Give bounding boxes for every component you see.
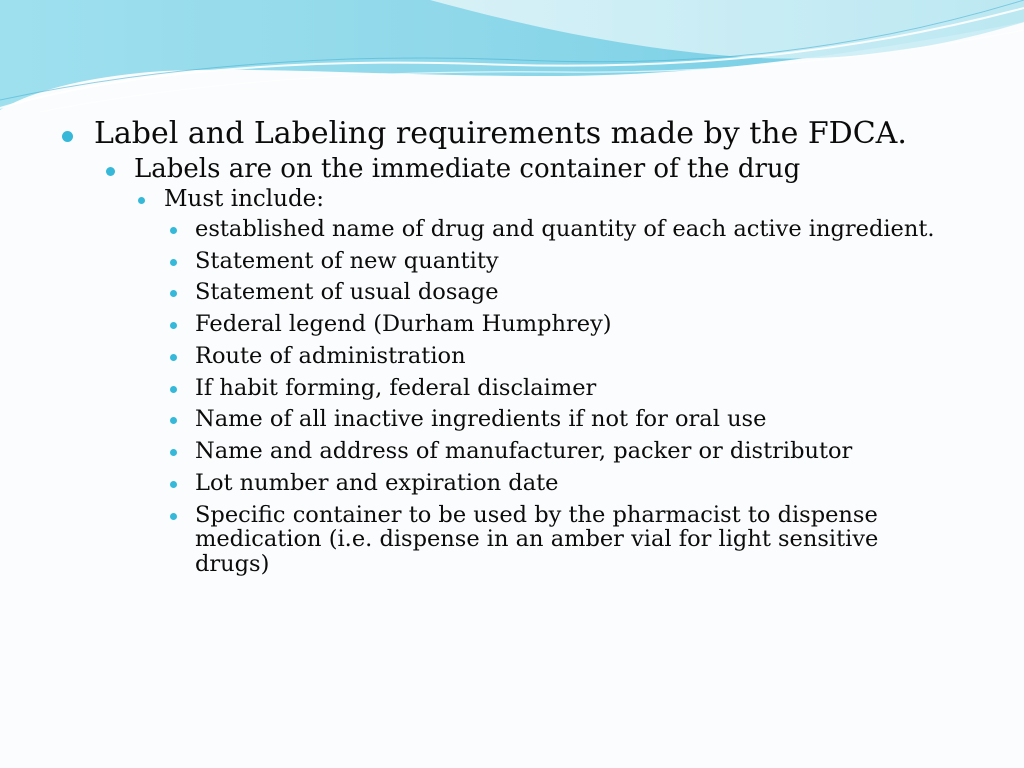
bullet-text: Specific container to be used by the pharmacist to dispense medication (i.e. dispense in an amber vial for light sensitive drugs): [195, 501, 879, 578]
bullet-level4: [170, 376, 982, 401]
bullet-dot-icon: [138, 197, 145, 204]
bullet-dot-icon: [106, 167, 115, 176]
bullet-dot-icon: [62, 131, 73, 142]
header-wave-decoration: [0, 0, 1024, 120]
bullet-dot-icon: [170, 417, 177, 424]
bullet-dot-icon: [170, 449, 177, 456]
bullet-level4: [170, 407, 982, 432]
bullet-level4: [170, 312, 982, 337]
bullet-level4: [170, 503, 982, 577]
bullet-level4: [170, 249, 982, 274]
bullet-level4: [170, 344, 982, 369]
bullet-level3: [138, 187, 982, 211]
bullet-text: Federal legend (Durham Humphrey): [195, 311, 612, 338]
bullet-text: established name of drug and quantity of each active ingredient.: [195, 215, 935, 242]
bullet-list: [62, 118, 982, 584]
bullet-level4: [170, 280, 982, 305]
bullet-text: Labels are on the immediate container of the drug: [134, 153, 801, 184]
bullet-dot-icon: [170, 481, 177, 488]
bullet-dot-icon: [170, 259, 177, 266]
bullet-level4: [170, 439, 982, 464]
bullet-text: Route of administration: [195, 342, 466, 369]
bullet-text: Label and Labeling requirements made by the FDCA.: [94, 116, 907, 151]
bullet-dot-icon: [170, 386, 177, 393]
bullet-dot-icon: [170, 290, 177, 297]
bullet-dot-icon: [170, 227, 177, 234]
bullet-text: Must include:: [164, 185, 325, 212]
bullet-dot-icon: [170, 513, 177, 520]
bullet-text: If habit forming, federal disclaimer: [195, 374, 597, 401]
bullet-level2: [106, 153, 982, 184]
bullet-dot-icon: [170, 354, 177, 361]
bullet-text: Name of all inactive ingredients if not for oral use: [195, 406, 767, 433]
bullet-text: Name and address of manufacturer, packer or distributor: [195, 438, 853, 465]
bullet-text: Statement of usual dosage: [195, 279, 499, 306]
bullet-dot-icon: [170, 322, 177, 329]
bullet-level1: [62, 118, 982, 150]
bullet-level4: [170, 471, 982, 496]
bullet-text: Statement of new quantity: [195, 247, 499, 274]
bullet-text: Lot number and expiration date: [195, 469, 559, 496]
bullet-level4: [170, 217, 982, 242]
